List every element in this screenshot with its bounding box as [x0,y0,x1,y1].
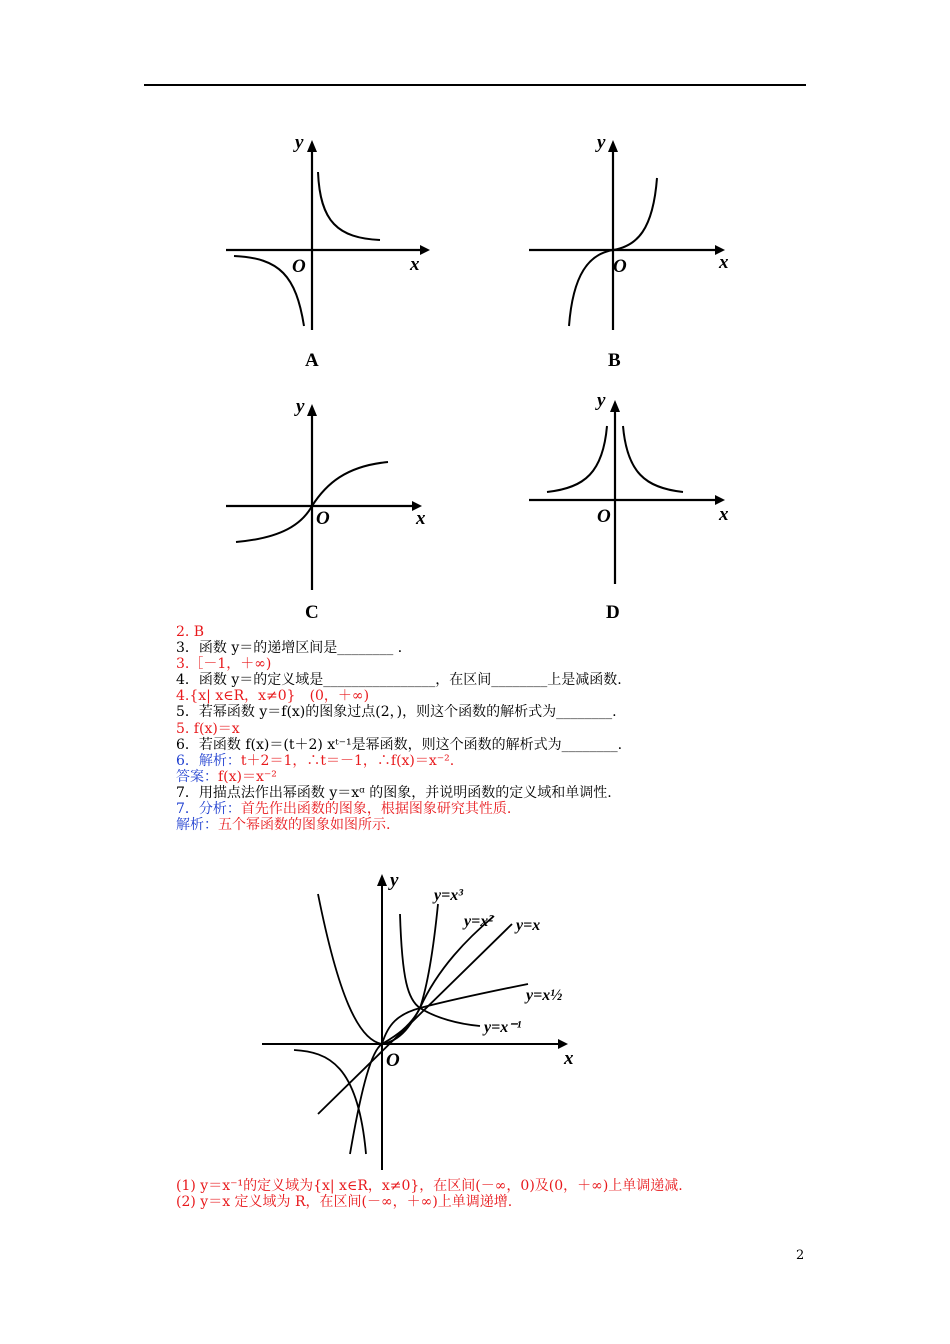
x-axis-label: x [564,1048,574,1069]
graph-c-label: C [305,602,319,623]
y-axis-label: y [295,132,304,153]
conclusion-1: (1) y＝x⁻¹的定义域为{x| x∈R，x≠0}，在区间(－∞，0)及(0，＋∞)上单调递减. [176,1178,683,1194]
answer-3: 3.［－1，＋∞) [176,656,272,673]
origin-label: O [597,506,611,527]
label-x-squared: y=x² [464,913,494,930]
y-axis-label: y [296,396,305,417]
question-4: 4．函数 y＝的定义域是________________，在区间________上是减函数. [176,672,622,689]
label-x-inverse: y=x⁻¹ [484,1019,522,1036]
origin-label: O [316,508,330,529]
graph-d [525,388,737,628]
power-functions-graph [258,864,588,1174]
analysis-7: 7．分析：首先作出函数的图象，根据图象研究其性质. [176,801,512,818]
x-axis-label: x [416,508,426,529]
exercise-text [176,624,816,833]
label-x: y=x [516,917,541,934]
label-x-half: y=x½ [526,987,563,1004]
header-rule [144,84,806,86]
graph-a-label: A [305,350,319,371]
graph-a [220,126,430,376]
answer-6: 答案：f(x)＝x⁻² [176,768,277,785]
y-axis-label: y [597,390,606,411]
x-axis-label: x [719,504,729,525]
solution-7: 解析：五个幂函数的图象如图所示. [176,817,391,834]
y-axis-label: y [597,132,606,153]
question-5: 5．若幂函数 y＝f(x)的图象过点(2，)，则这个函数的解析式为________. [176,704,617,721]
origin-label: O [292,256,306,277]
solution-6: 6．解析：t＋2＝1，∴t＝－1，∴f(x)＝x⁻². [176,752,455,769]
question-3: 3．函数 y＝的递增区间是________ ． [176,640,412,657]
label-x-cubed: y=x³ [434,887,464,904]
conclusions [176,1178,816,1210]
question-6: 6．若函数 f(x)＝(t＋2) xᵗ⁻¹是幂函数，则这个函数的解析式为________. [176,736,623,753]
question-7: 7．用描点法作出幂函数 y＝xᵅ 的图象，并说明函数的定义域和单调性. [176,784,612,801]
graph-c [222,390,434,630]
answer-5: 5. f(x)＝x [176,720,240,737]
conclusion-2: (2) y＝x 定义域为 R，在区间(－∞，＋∞)上单调递增. [176,1194,513,1211]
x-axis-label: x [410,254,420,275]
y-axis-label: y [390,870,399,891]
origin-label: O [386,1050,400,1071]
x-axis-label: x [719,252,729,273]
answer-4: 4.{x| x∈R，x≠0} (0，＋∞) [176,688,370,705]
graph-d-label: D [606,602,620,623]
page-number: 2 [796,1248,805,1263]
graph-b-label: B [608,350,621,371]
graph-b [525,126,735,376]
answer-2: 2. B [176,624,205,640]
origin-label: O [613,256,627,277]
